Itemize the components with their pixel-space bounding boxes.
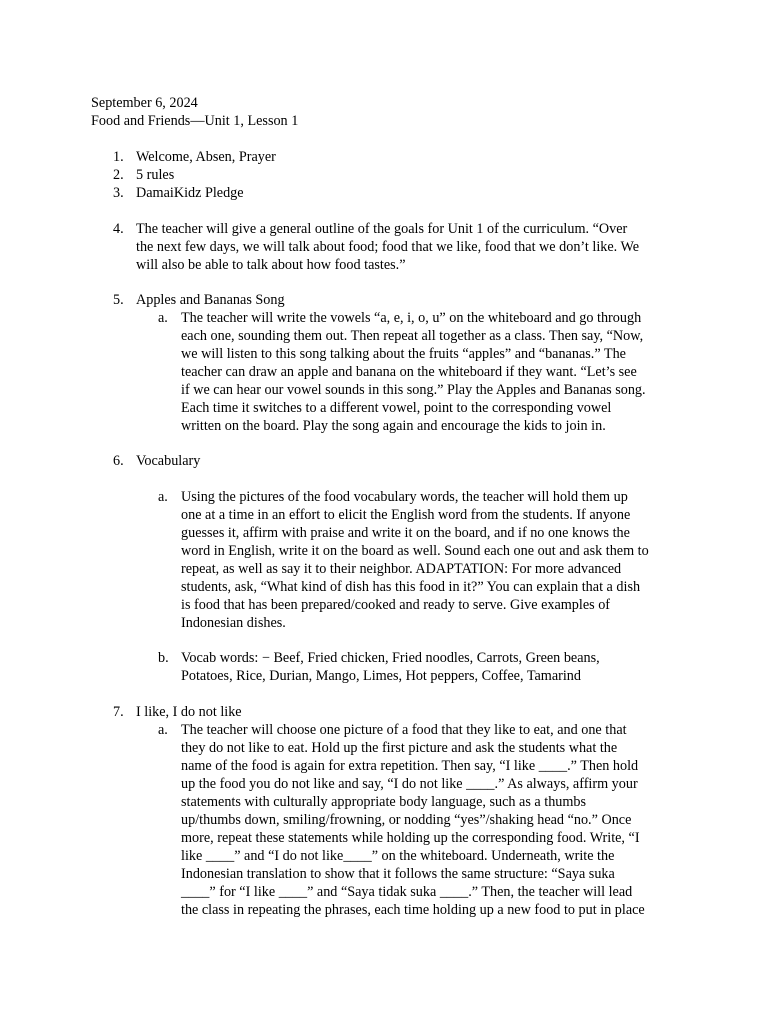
song-section: [0, 291, 768, 435]
sub-item-text: The teacher will choose one picture of a food that they like to eat, and one that they do not like to eat. Hold up the first picture and ask the students what the name of the food is again for extra repetition. Then say, “I like ____.” Then hold up the food you do not like and say, “I do not like ____.” As always, affirm your statements with culturally appropriate body language, such as a thumbs up/thumbs down, smiling/frowning, or nodding “yes”/shaking head “no.” Once more, repeat these statements while holding up the corresponding food. Write, “I like ____” and “I do not like____” on the whiteboard. Underneath, write the Indonesian translation to show that it follows the same structure: “Saya suka ____” for “I like ____” and “Saya tidak suka ____.” Then, the teacher will lead the class in repeating the phrases, each time holding up a new food to put in place: [181, 722, 645, 918]
sub-item-vocab-b: [0, 649, 768, 685]
list-item-text: 5 rules: [136, 167, 175, 183]
opening-list: [0, 148, 768, 202]
list-item-4: [0, 220, 768, 274]
list-item-7: [0, 703, 768, 721]
document-header: [91, 94, 298, 130]
sub-letter: a.: [158, 722, 168, 738]
sub-item-like-a: [0, 721, 768, 919]
list-number: 2.: [113, 167, 124, 183]
list-item-2: [0, 166, 768, 184]
sub-item-song-a: [0, 309, 768, 435]
vocabulary-sub-a: [0, 488, 768, 632]
list-number: 1.: [113, 149, 124, 165]
list-number: 5.: [113, 292, 124, 308]
sub-letter: a.: [158, 489, 168, 505]
vocabulary-sub-b: [0, 649, 768, 685]
list-item-text: Welcome, Absen, Prayer: [136, 149, 276, 165]
sub-item-text: The teacher will write the vowels “a, e, i, o, u” on the whiteboard and go through each one, sounding them out. Then repeat all together as a class. Then say, “Now, we will listen to this song talking about the fruits “apples” and “bananas.” The teacher can draw an apple and banana on the whiteboard if they want. “Let’s see if we can hear our vowel sounds in this song.” Play the Apples and Bananas song. Each time it switches to a different vowel, point to the corresponding vowel written on the board. Play the song again and encourage the kids to join in.: [181, 310, 646, 434]
section-heading: Apples and Bananas Song: [136, 292, 285, 308]
sub-item-vocab-a: [0, 488, 768, 632]
list-item-text: The teacher will give a general outline of the goals for Unit 1 of the curriculum. “Over the next few days, we will talk about food; food that we like, food that we don’t like. We will also be able to talk about how food tastes.”: [136, 221, 640, 273]
list-item-3: [0, 184, 768, 202]
list-item-1: [0, 148, 768, 166]
sub-item-text: Using the pictures of the food vocabulary words, the teacher will hold them up one at a time in an effort to elicit the English word from the students. If anyone guesses it, affirm with praise and write it on the board, and if no one knows the word in English, write it on the board as well. Sound each one out and ask them to repeat, as well as say it to their neighbor. ADAPTATION: For more advanced students, ask, “What kind of dish has this food in it?” You can explain that a dish is food that has been prepared/cooked and ready to serve. Give examples of Indonesian dishes.: [181, 489, 649, 631]
list-number: 6.: [113, 453, 124, 469]
vocabulary-section: [0, 452, 768, 470]
vocab-words-list: Vocab words: − Beef, Fried chicken, Fried noodles, Carrots, Green beans, Potatoes, Rice, Durian, Mango, Limes, Hot peppers, Coffee, Tamarind: [181, 650, 600, 684]
section-heading: Vocabulary: [136, 453, 201, 469]
lesson-title: Food and Friends—Unit 1, Lesson 1: [91, 113, 299, 129]
sub-letter: a.: [158, 310, 168, 326]
section-heading: I like, I do not like: [136, 704, 242, 720]
list-number: 4.: [113, 221, 124, 237]
goals-section: [0, 220, 768, 274]
sub-letter: b.: [158, 650, 169, 666]
lesson-date: September 6, 2024: [91, 95, 198, 111]
list-item-text: DamaiKidz Pledge: [136, 185, 244, 201]
list-item-5: [0, 291, 768, 309]
list-number: 7.: [113, 704, 124, 720]
like-dislike-section: [0, 703, 768, 919]
list-number: 3.: [113, 185, 124, 201]
list-item-6: [0, 452, 768, 470]
